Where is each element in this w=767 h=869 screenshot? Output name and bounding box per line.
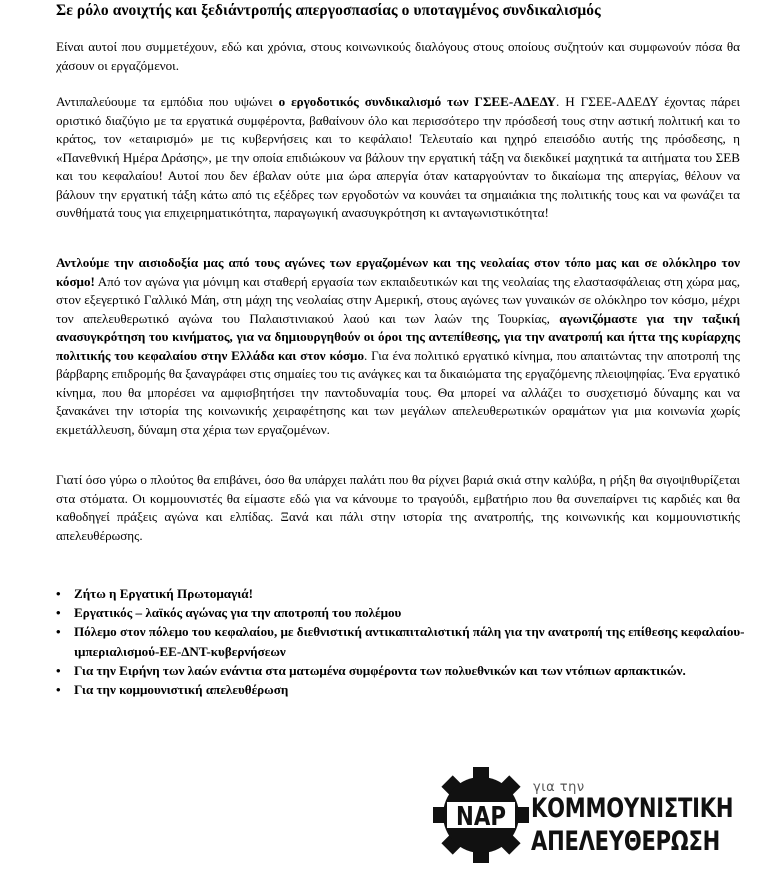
paragraph-gsee bbox=[56, 93, 740, 223]
p2-bold: ο εργοδοτικός συνδικαλισμό των ΓΣΕΕ-ΑΔΕΔΥ bbox=[278, 94, 556, 109]
p3-bold-lead: Αντλούμε την αισιοδοξία μας από τους αγώνες των εργαζομένων και της νεολαίας στον τόπο μας και σε ολόκληρο τον κόσμο! bbox=[56, 255, 740, 289]
nap-gear-logo-icon bbox=[432, 766, 530, 864]
p2-text-a: Αντιπαλεύουμε τα εμπόδια που υψώνει bbox=[56, 94, 279, 109]
paragraph-intro: Είναι αυτοί που συμμετέχουν, εδώ και χρόνια, στους κοινωνικούς διαλόγους στους οποίους συζητούν και συμφωνούν πόσα θα χάσουν οι εργαζόμενοι. bbox=[56, 39, 740, 73]
page-title: Σε ρόλο ανοιχτής και ξεδιάντροπής απεργοσπασίας ο υποταγμένος συνδικαλισμός bbox=[56, 2, 601, 19]
list-item: • Για την Ειρήνη των λαών ενάντια στα ματωμένα συμφέροντα των πολυεθνικών και των ντόπιων αρπακτικών. bbox=[56, 661, 756, 680]
paragraph-optimism bbox=[56, 254, 740, 439]
p3-text-d: . Για ένα πολιτικό εργατικό κίνημα, που απαιτώντας την αποτροπή της βάρβαρης επιδρομής θα ξαναγράφει στις σημαίες του τις ανάγκες και τα δικαιώματα της εργαζόμενης πλειοψηφίας. Ένα εργατικό κίνημα, που θα μπορέσει να αμφισβητήσει την παντοδυναμία τους. Θα μπορεί να αλλάζει το συσχετισμό δύναμης και να ξανακάνει την ιστορία της κοινωνικής χειραφέτησης και των μεγάλων απελευθερωτικών οραμάτων για μια κοινωνία χωρίς εκμετάλλευση, δύναμη στα χέρια των εργαζομένων. bbox=[56, 347, 740, 437]
emblem-text: NAP bbox=[456, 800, 506, 832]
p3-text-b: Από τον αγώνα για μόνιμη και σταθερή εργασία των εκπαιδευτικών και της νεολαίας της ελαστασφάλειας στη χώρα μας, στον εξεγερτικό Γαλλικό Μάη, στη μάχη της νεολαίας στην Αμερική, στους αγώνες των γυναικών σε ολόκληρο τον κόσμο, μέχρι τον απελευθερωτικό αγώνα του Παλαιστινιακού λαού και των λαών της Τουρκίας, bbox=[56, 273, 740, 326]
paragraph-closing: Γιατί όσο γύρω ο πλούτος θα επιβάνει, όσο θα υπάρχει παλάτι που θα ρίχνει βαριά σκιά στην καλύβα, η ρήξη θα σιγοψιθυρίζεται στα στόματα. Οι κομμουνιστές θα είμαστε εδώ για να κάνουμε το τραγούδι, εμβατήριο που θα συνεπαίρνει τις καρδιές και θα καθοδηγεί πράξεις αγώνα και ελπίδας. Ξανά και πάλι στην ιστορία της ανατροπής, της κοινωνικής και κομμουνιστικής απελευθέρωσης. bbox=[56, 472, 740, 543]
logo-for-the-label: για την bbox=[533, 780, 585, 795]
list-item: • Ζήτω η Εργατική Πρωτομαγιά! bbox=[56, 584, 756, 603]
list-item: • Εργατικός – λαϊκός αγώνας για την αποτροπή του πολέμου bbox=[56, 603, 756, 622]
p2-text-c: . Η ΓΣΕΕ-ΑΔΕΔΥ έχοντας πάρει οριστικό διαζύγιο με τα εργατικά συμφέροντα, βαθαίνουν όλο και περισσότερο την πρόσδεσή τους στην αστική πολιτική και το κράτος, τον «εταιρισμό» με τις κυβερνήσεις και το κεφάλαιο! Τελευταίο και ηχηρό επεισόδιο αυτής της πρόσδεσης, η «Πανεθνική Ημέρα Δράσης», με την οποία επιδιώκουν να βάλουν την εργατική τάξη να διεκδικεί μαχητικά τα αιτήματα του ΣΕΒ και του κεφαλαίου! Αυτοί που δεν έβαλαν ούτε μια ώρα απεργία όταν καταργούνταν το δικαίωμα της απεργίας, θέλουν να βάλουν την εργατική τάξη κάτω από τις εξέδρες των εργοδοτών να κουνάει τα σημαιάκια της πολιτικής τους και να φωνάζει τα συνθήματά τους για επιχειρηματικότητα, παραγωγική ανασυγκρότηση κι ανταγωνιστικότητα! bbox=[56, 94, 740, 220]
logo-line-liberation: ΑΠΕΛΕΥΘΕΡΩΣΗ bbox=[531, 826, 721, 857]
list-item: • Πόλεμο στον πόλεμο του κεφαλαίου, με διεθνιστική αντικαπιταλιστική πάλη για την ανατροπή της επίθεσης κεφαλαίου-ιμπεριαλισμού-ΕΕ-ΔΝΤ-κυβερνήσεων bbox=[56, 622, 756, 660]
p3-bold-middle: αγωνιζόμαστε για την ταξική ανασυγκρότηση του κινήματος, για να δημιουργηθούν οι όροι της αντεπίθεσης, για την ανατροπή και ήττα της κυρίαρχης πολιτικής του κεφαλαίου στην Ελλάδα και στον κόσμο bbox=[56, 310, 741, 363]
logo-line-communist: ΚΟΜΜΟΥΝΙΣΤΙΚΗ bbox=[531, 793, 734, 824]
slogan-list bbox=[56, 584, 756, 699]
list-item: • Για την κομμουνιστική απελευθέρωση bbox=[56, 680, 756, 699]
